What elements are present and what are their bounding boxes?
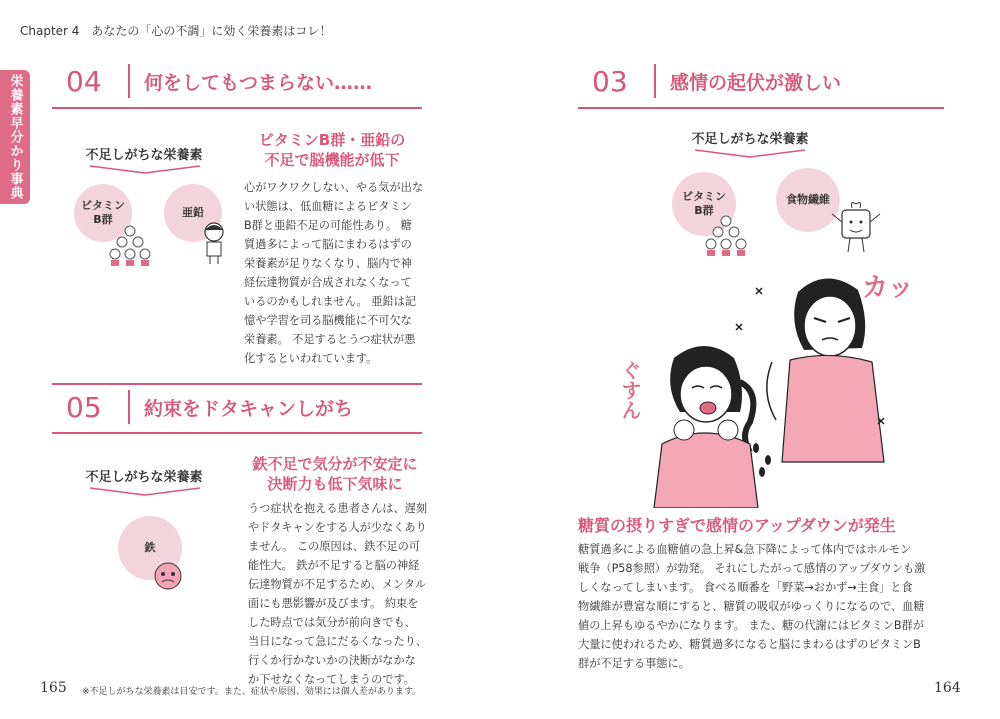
chevron-down-icon xyxy=(90,486,200,496)
section-03-underline xyxy=(578,107,944,109)
lack-nutrient-label: 不足しがちな栄養素 xyxy=(85,470,203,485)
title-divider xyxy=(128,390,130,424)
section-03-title xyxy=(592,64,841,98)
section-03-body: 糖質過多による血糖値の急上昇&急下降によって体内ではホルモン 戦争（P58参照）が勃発。 それにしたがって感情のアップダウンも激 しくなってしまいます。 食べる順番を「野菜→おかず→主食」と食 物繊維が豊富な順にすると、糖質の吸収がゆっくりになるので、血糖 値の上昇もゆるやかになります。 また、糖の代謝にはビタミンB群が 大量に使われるため、糖質過多になると脳にまわるはずのビタミンB 群が不足する事態に。 xyxy=(578,543,926,670)
nutrient-circle-zinc: 亜鉛 xyxy=(164,184,222,242)
nutrient-circle-vitamin-b: ビタミン B群 xyxy=(74,184,132,242)
fiber-mascot-icon xyxy=(830,200,882,256)
title-divider xyxy=(128,64,130,98)
section-04-body: 心がワクワクしない、やる気が出な い状態は、低血糖によるビタミン B群と亜鉛不足の可能性あり。 糖 質過多によって脳にまわるはずの 栄養素が足りなくなり、脳内で神 経伝達物質が合成されなくなって いるのかもしれません。 亜鉛は記 憶や学習を司る脳機能に不可欠な 栄養素。 不足するとうつ症状が悪 化するといわれています。 xyxy=(244,181,424,365)
nutrient-circle-fiber: 食物繊維 xyxy=(776,168,840,232)
page-number-left: 165 xyxy=(40,680,67,696)
section-number: 04 xyxy=(66,64,102,98)
chapter-header: Chapter 4 あなたの「心の不調」に効く栄養素はコレ！ xyxy=(20,24,332,38)
page-number-right: 164 xyxy=(934,680,961,696)
section-heading: 感情の起伏が激しい xyxy=(670,71,842,94)
section-05-overline xyxy=(52,383,422,385)
section-number: 05 xyxy=(66,390,102,424)
section-05-underline xyxy=(52,432,422,434)
vitamin-b-mascot-icon xyxy=(108,224,152,270)
section-04-headline: ビタミンB群・亜鉛の 不足で脳機能が低下 xyxy=(258,131,406,169)
section-heading: 何をしてもつまらない…… xyxy=(144,71,373,94)
lack-nutrient-label: 不足しがちな栄養素 xyxy=(691,132,809,147)
side-tab-index[interactable]: 栄養素早分かり事典 xyxy=(0,70,30,204)
chevron-down-icon xyxy=(90,164,200,174)
vitamin-b-mascot-icon xyxy=(704,214,748,260)
nutrient-circle-vitamin-b: ビタミン B群 xyxy=(672,172,736,236)
section-heading: 約束をドタキャンしがち xyxy=(144,397,354,420)
nutrient-circle-iron: 鉄 xyxy=(118,516,182,580)
onomatopoeia-gusun: ぐすん xyxy=(618,360,642,420)
angry-and-crying-women-illustration xyxy=(600,262,920,508)
title-divider xyxy=(654,64,656,98)
section-number: 03 xyxy=(592,64,628,98)
chevron-down-icon xyxy=(695,148,805,158)
iron-mascot-icon xyxy=(150,560,186,594)
footnote: ※不足しがちな栄養素は目安です。また、症状や原因、効果には個人差があります。 xyxy=(82,687,422,697)
zinc-mascot-icon xyxy=(200,220,228,266)
section-05-headline: 鉄不足で気分が不安定に 決断力も低下気味に xyxy=(252,455,418,493)
onomatopoeia-ka: カッ xyxy=(862,273,914,303)
section-04-title xyxy=(66,64,372,98)
section-05-body: うつ症状を抱える患者さんは、遅刻 やドタキャンをする人が少なくあり ません。 この原因は、鉄不足の可 能性大。 鉄が不足すると脳の神経 伝達物質が不足するため、メンタル 面にも悪影響が及びます。 約束を した時点では気分が前向きでも、 当日になって急にだるくなったり、 行くか行かないかの決断がなかな か下せなくなってしまうのです。 xyxy=(248,502,428,686)
section-04-underline xyxy=(52,107,422,109)
section-03-headline: 糖質の摂りすぎで感情のアップダウンが発生 xyxy=(578,516,896,535)
section-05-title xyxy=(66,390,353,424)
lack-nutrient-label: 不足しがちな栄養素 xyxy=(85,148,203,163)
